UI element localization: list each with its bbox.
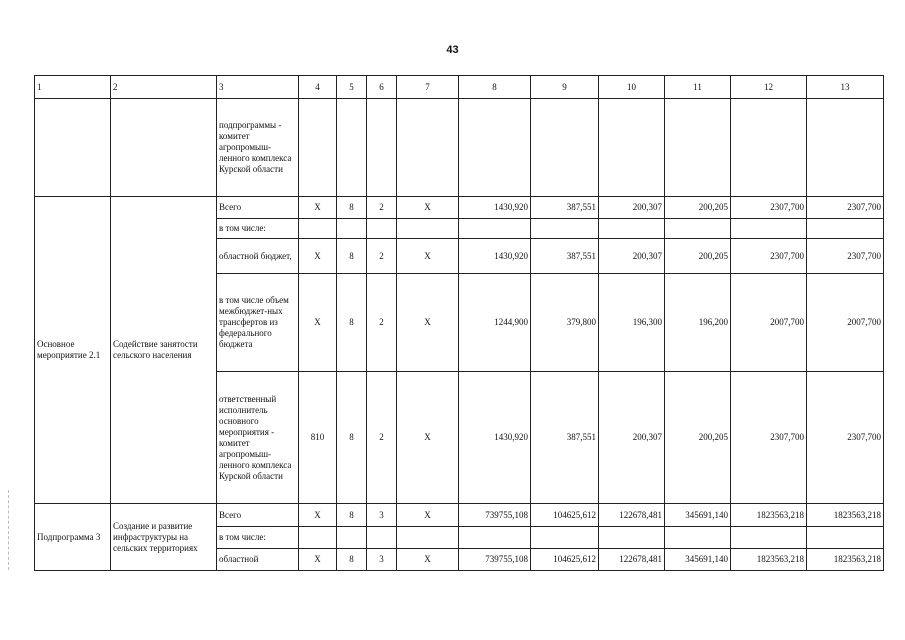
measure-description: Содействие занятости сельского населения [111,197,217,504]
col-header: 13 [807,76,884,99]
subprogram-name: Подпрограмма 3 [35,504,111,571]
table-cell: 345691,140 [665,504,731,527]
table-cell [299,527,337,549]
row-label: Всего [217,504,299,527]
table-cell: 3 [367,549,397,571]
table-row [35,504,884,527]
table-cell: 200,307 [599,372,665,504]
table-cell [531,99,599,197]
row-label: ответственный исполнитель основного мероприятия - комитет агропромыш-ленного комплекса Курской области [217,372,299,504]
table-cell [731,99,807,197]
col-header: 9 [531,76,599,99]
table-cell: 739755,108 [459,504,531,527]
col-header: 5 [337,76,367,99]
table-cell: 2307,700 [807,372,884,504]
table-cell: 200,205 [665,372,731,504]
table-cell [459,99,531,197]
table-cell: 1823563,218 [807,504,884,527]
table-cell: 2 [367,372,397,504]
table-cell: 345691,140 [665,549,731,571]
col-header: 8 [459,76,531,99]
col-header: 6 [367,76,397,99]
table-cell: 104625,612 [531,549,599,571]
table-row [35,99,884,197]
table-cell: 196,200 [665,274,731,372]
table-cell: X [397,197,459,219]
row-label: в том числе: [217,527,299,549]
table-cell: X [299,504,337,527]
col-header: 1 [35,76,111,99]
table-cell: 2 [367,197,397,219]
table-cell: X [397,372,459,504]
table-cell: 387,551 [531,239,599,274]
table-cell: 2307,700 [731,197,807,219]
table-cell: 1430,920 [459,372,531,504]
budget-table [34,75,884,571]
table-cell [337,527,367,549]
measure-name: Основное мероприятие 2.1 [35,197,111,504]
table-cell [731,219,807,239]
col-header: 12 [731,76,807,99]
table-cell: 2307,700 [807,197,884,219]
page-number: 43 [446,44,459,56]
subprogram-description: Создание и развитие инфраструктуры на сельских территориях [111,504,217,571]
row-label: областной [217,549,299,571]
table-cell [397,527,459,549]
table-cell: 1244,900 [459,274,531,372]
table-cell: 3 [367,504,397,527]
table-cell: 200,205 [665,239,731,274]
table-cell: 2307,700 [731,239,807,274]
table-cell: 2007,700 [807,274,884,372]
table-cell: 196,300 [599,274,665,372]
table-cell: 1823563,218 [731,549,807,571]
table-cell [599,219,665,239]
table-cell: 2307,700 [731,372,807,504]
table-cell [337,219,367,239]
table-cell: 1430,920 [459,197,531,219]
table-cell: 1823563,218 [807,549,884,571]
table-row [35,197,884,219]
table-cell [111,99,217,197]
row-label: подпрограммы - комитет агропромыш-ленного комплекса Курской области [217,99,299,197]
col-header: 10 [599,76,665,99]
table-cell [397,219,459,239]
table-cell: 104625,612 [531,504,599,527]
table-cell: 122678,481 [599,549,665,571]
table-cell [665,99,731,197]
table-cell [599,99,665,197]
table-cell [299,99,337,197]
table-cell [807,219,884,239]
table-cell [367,527,397,549]
table-cell [459,527,531,549]
table-cell: 8 [337,372,367,504]
table-cell: X [397,504,459,527]
table-cell: 8 [337,549,367,571]
table-cell [807,99,884,197]
table-cell: X [299,274,337,372]
table-cell: X [397,239,459,274]
table-cell: 379,800 [531,274,599,372]
table-cell: 2307,700 [807,239,884,274]
col-header: 2 [111,76,217,99]
table-cell [807,527,884,549]
table-cell: 8 [337,274,367,372]
table-cell [665,527,731,549]
row-label: областной бюджет, [217,239,299,274]
table-cell [599,527,665,549]
table-cell: X [397,549,459,571]
table-cell: 8 [337,197,367,219]
table-cell [731,527,807,549]
table-cell [367,219,397,239]
table-cell: X [299,549,337,571]
table-cell: X [299,239,337,274]
col-header: 7 [397,76,459,99]
table-cell [299,219,337,239]
table-cell: 8 [337,239,367,274]
table-cell: 8 [337,504,367,527]
col-header: 3 [217,76,299,99]
table-cell: 739755,108 [459,549,531,571]
table-cell: 200,307 [599,239,665,274]
table-cell: 2 [367,239,397,274]
table-cell: 2 [367,274,397,372]
table-cell [665,219,731,239]
scan-edge-mark [8,490,10,570]
table-cell: 2007,700 [731,274,807,372]
table-cell [531,219,599,239]
table-cell: 122678,481 [599,504,665,527]
table-cell [397,99,459,197]
col-header: 4 [299,76,337,99]
row-label: в том числе: [217,219,299,239]
table-cell [459,219,531,239]
header-row [35,76,884,99]
table-cell [337,99,367,197]
row-label: в том числе объем межбюджет-ных трансфертов из федерального бюджета [217,274,299,372]
table-cell: 200,307 [599,197,665,219]
table-cell: 200,205 [665,197,731,219]
table-cell [367,99,397,197]
table-cell: X [397,274,459,372]
row-label: Всего [217,197,299,219]
table-cell: 1430,920 [459,239,531,274]
table-cell: 387,551 [531,197,599,219]
table-cell [531,527,599,549]
table-cell: 387,551 [531,372,599,504]
table-cell: 1823563,218 [731,504,807,527]
table-cell: 810 [299,372,337,504]
table-cell: X [299,197,337,219]
table-cell [35,99,111,197]
col-header: 11 [665,76,731,99]
